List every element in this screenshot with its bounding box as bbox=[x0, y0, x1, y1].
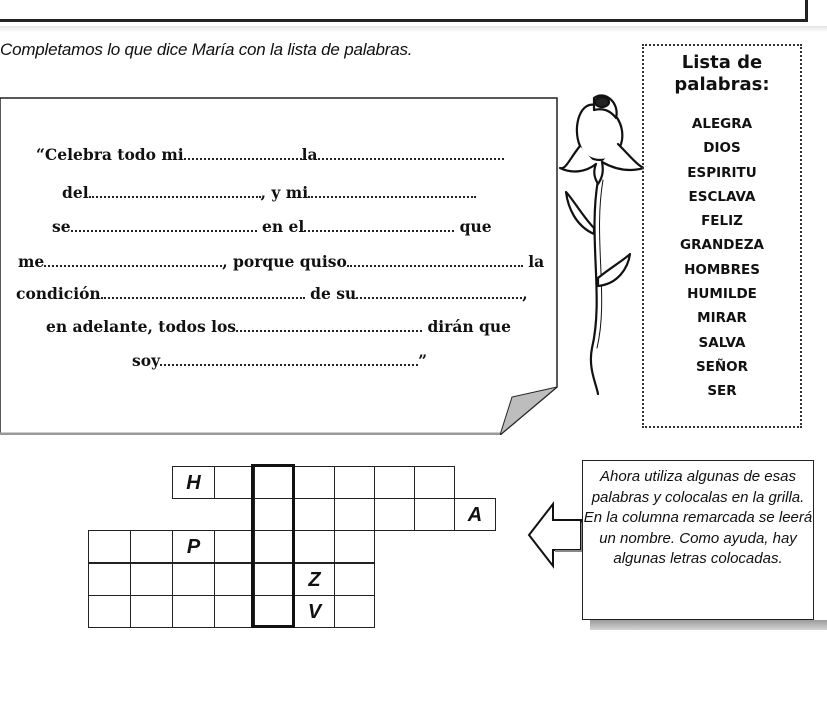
word-list bbox=[644, 112, 800, 404]
grid-cell[interactable] bbox=[172, 563, 215, 596]
instruction-text: Completamos lo que dice María con la lista de palabras. bbox=[0, 40, 413, 59]
word-list-box bbox=[642, 44, 802, 428]
grid-cell[interactable] bbox=[374, 466, 415, 499]
top-frame bbox=[0, 0, 808, 22]
grid-cell[interactable] bbox=[334, 530, 375, 563]
grid-instructions-shadow bbox=[590, 620, 827, 630]
word-item: SEÑOR bbox=[695, 358, 749, 375]
word-item: SER bbox=[707, 383, 737, 400]
grid-cell[interactable] bbox=[214, 466, 255, 499]
grid-cell[interactable] bbox=[130, 563, 173, 596]
grid-cell[interactable] bbox=[214, 530, 255, 563]
word-item: ESPIRITU bbox=[687, 164, 757, 181]
note-line-2: del , y mi bbox=[62, 183, 476, 202]
word-item: GRANDEZA bbox=[680, 237, 764, 254]
grid-cell[interactable] bbox=[130, 530, 173, 563]
grid-cell[interactable] bbox=[214, 595, 255, 628]
grid-cell[interactable] bbox=[294, 530, 335, 563]
grid-cell[interactable] bbox=[334, 498, 375, 531]
grid-cell[interactable]: V bbox=[294, 595, 335, 628]
top-frame-shadow bbox=[0, 26, 827, 32]
note-line-3: se en el que bbox=[52, 217, 492, 236]
word-item: SALVA bbox=[698, 334, 746, 351]
grid-cell[interactable] bbox=[374, 498, 415, 531]
grid-cell[interactable] bbox=[414, 466, 455, 499]
word-item: ALEGRA bbox=[691, 116, 753, 132]
grid-cell[interactable] bbox=[130, 595, 173, 628]
grid-cell[interactable] bbox=[88, 563, 131, 596]
grid-cell[interactable]: A bbox=[454, 498, 496, 531]
grid-cell[interactable] bbox=[334, 595, 375, 628]
grid-cell[interactable]: Z bbox=[294, 563, 335, 596]
grid-cell[interactable] bbox=[214, 563, 255, 596]
note-line-4: me , porque quiso la bbox=[18, 252, 545, 271]
word-item: DIOS bbox=[703, 140, 741, 157]
grid-cell[interactable] bbox=[294, 466, 335, 499]
quote-note bbox=[0, 97, 560, 435]
grid-cell[interactable] bbox=[414, 498, 455, 531]
grid-instructions-box: Ahora utiliza algunas de esas palabras y colocalas en la grilla. En la columna remarcada se leerá un nombre. Como ayuda, hay algunas letras colocadas. bbox=[582, 460, 814, 620]
note-line-1: “Celebra todo mi la bbox=[36, 145, 504, 164]
grid-cell[interactable] bbox=[172, 595, 215, 628]
left-arrow-icon bbox=[527, 500, 583, 570]
grid-cell[interactable] bbox=[334, 466, 375, 499]
grid-cell[interactable] bbox=[294, 498, 335, 531]
grid-cell[interactable]: H bbox=[172, 466, 215, 499]
grid-cell[interactable] bbox=[88, 530, 131, 563]
word-item: ESCLAVA bbox=[688, 188, 756, 205]
grid-cell[interactable] bbox=[88, 595, 131, 628]
grid-cell[interactable] bbox=[334, 563, 375, 596]
word-list-title: Lista de palabras: bbox=[674, 52, 770, 95]
word-item: HUMILDE bbox=[687, 286, 757, 303]
word-item: FELIZ bbox=[701, 213, 743, 230]
word-item: HOMBRES bbox=[684, 261, 760, 278]
note-line-7: soy ” bbox=[132, 351, 427, 370]
word-item: MIRAR bbox=[697, 310, 747, 327]
rose-illustration bbox=[558, 88, 644, 408]
note-line-5: condición de su , bbox=[16, 284, 528, 303]
highlighted-column bbox=[251, 464, 295, 628]
note-line-6: en adelante, todos los dirán que bbox=[46, 317, 512, 336]
grid-cell[interactable]: P bbox=[172, 530, 215, 563]
